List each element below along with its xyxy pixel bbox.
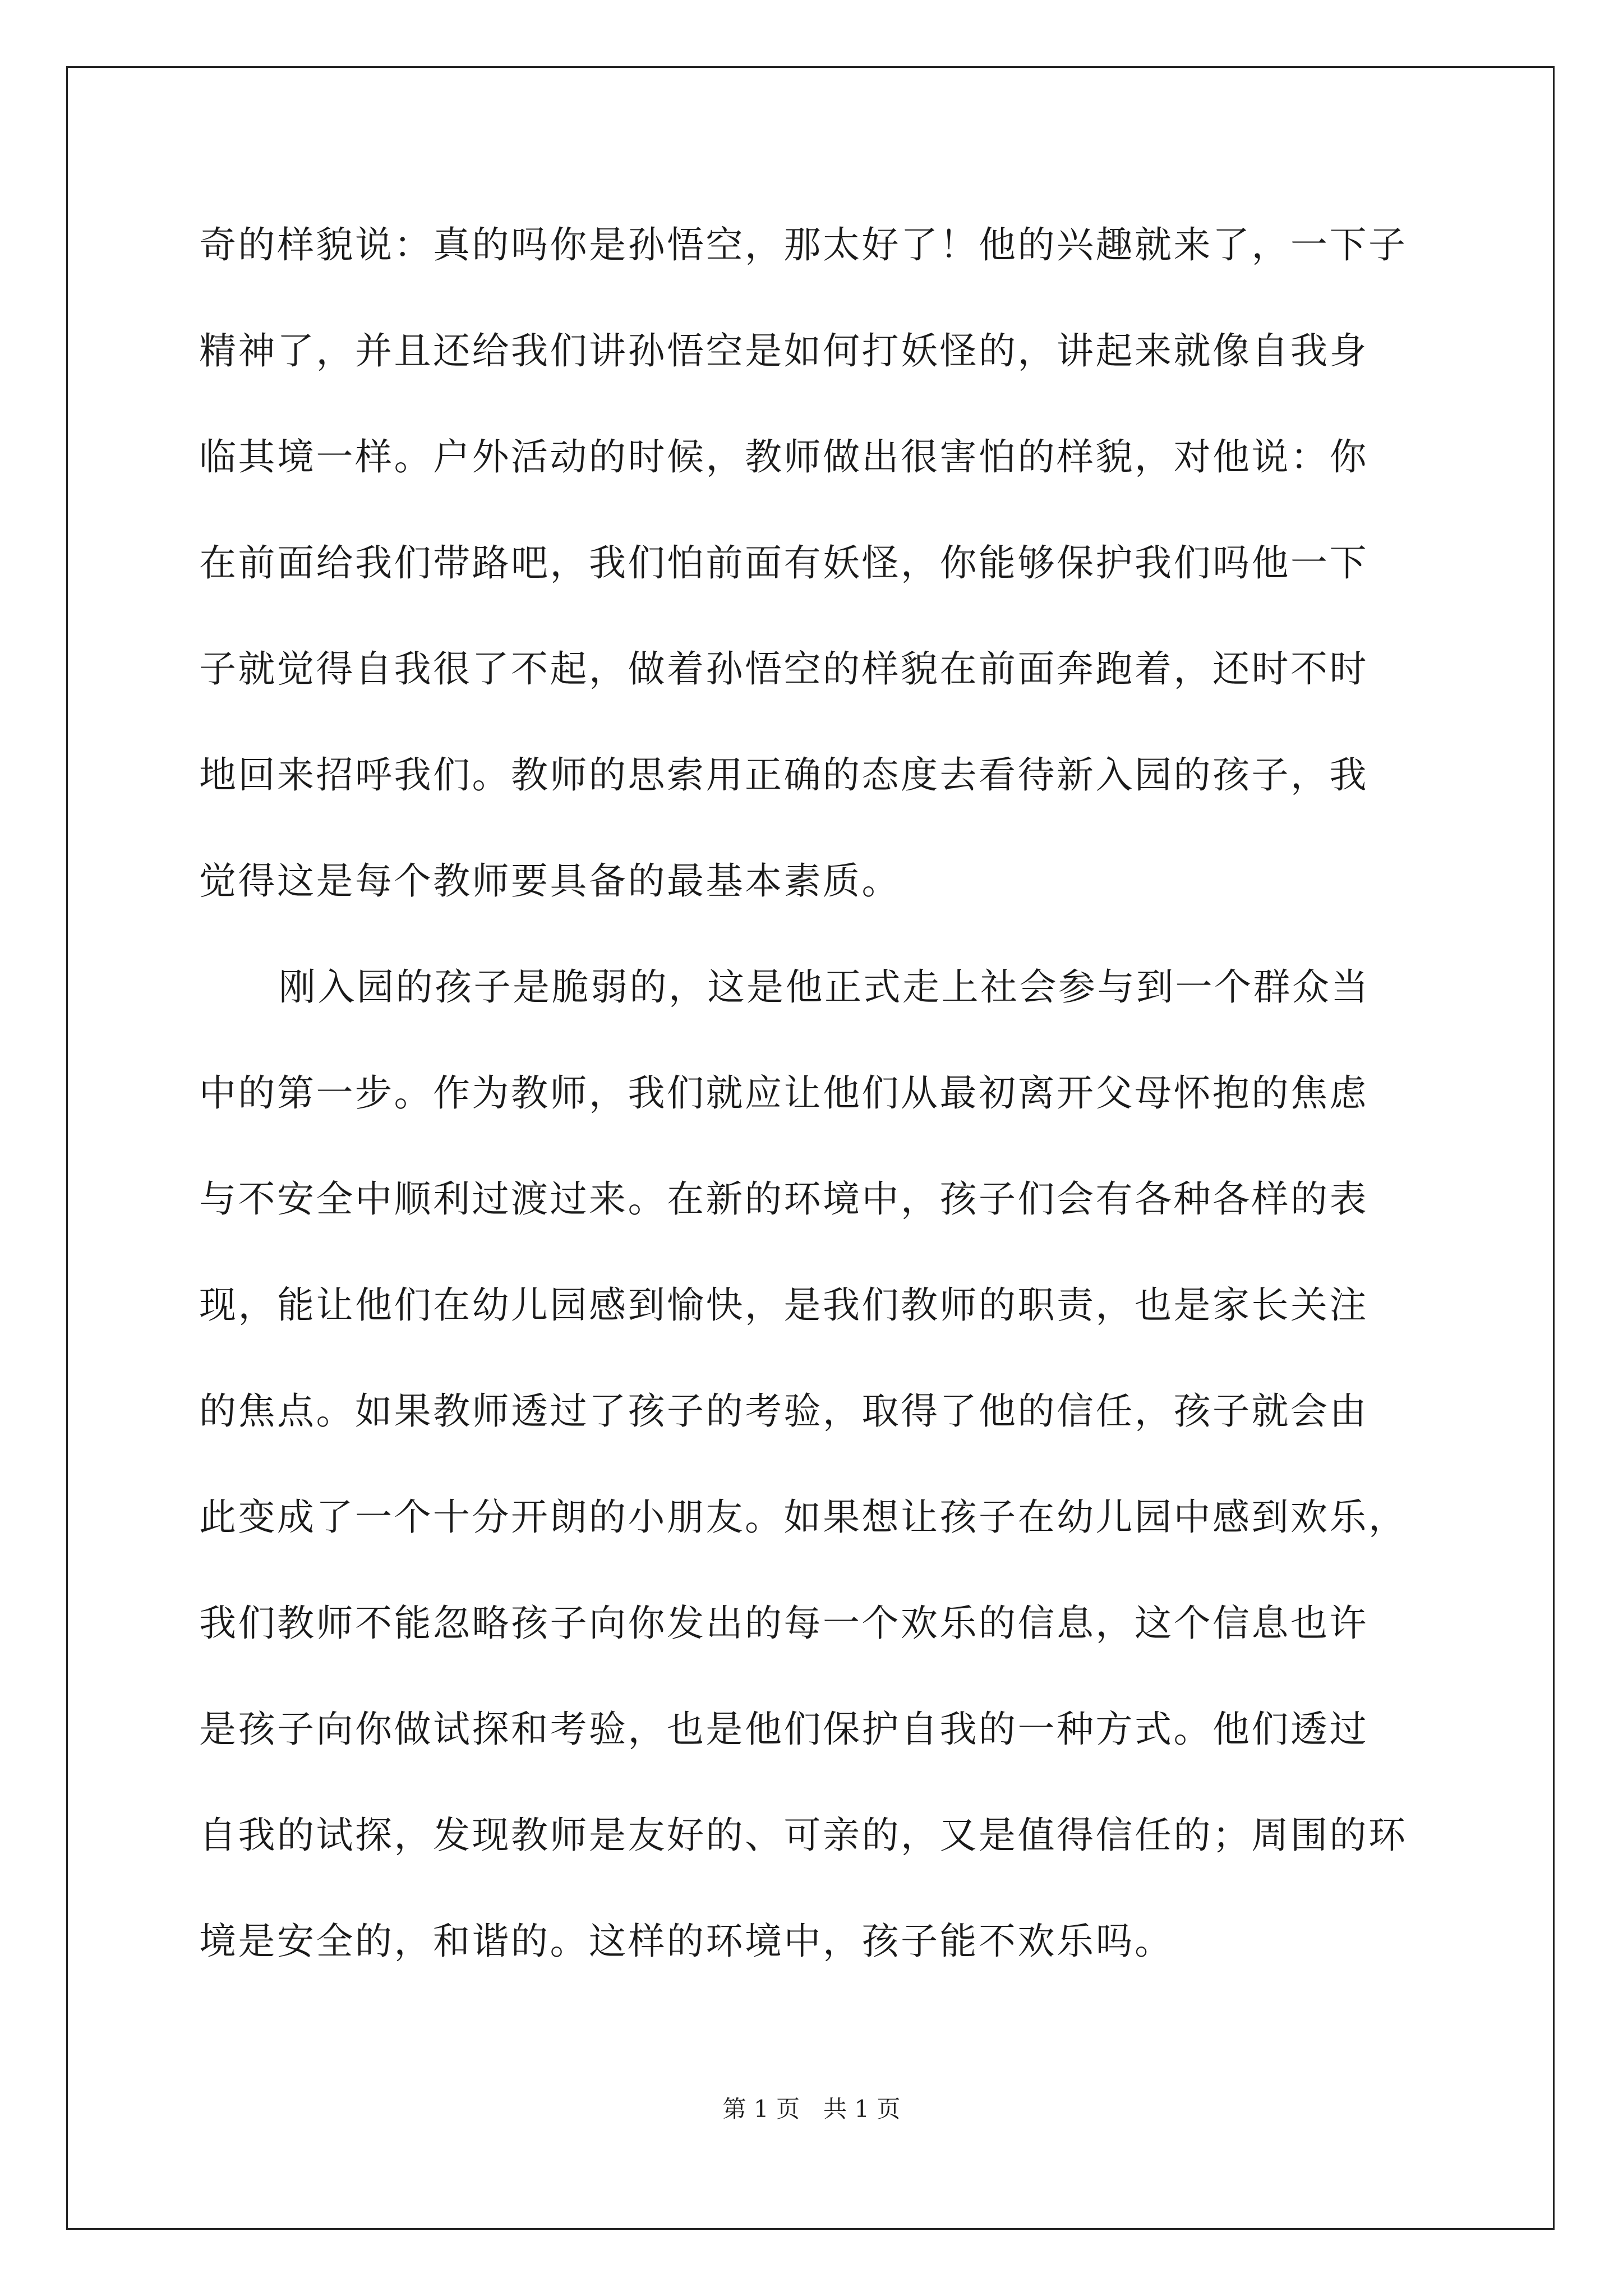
text-line: 精神了，并且还给我们讲孙悟空是如何打妖怪的，讲起来就像自我身 <box>199 329 1368 372</box>
text-line: 中的第一步。作为教师，我们就应让他们从最初离开父母怀抱的焦虑 <box>199 1071 1368 1115</box>
text-line: 在前面给我们带路吧，我们怕前面有妖怪，你能够保护我们吗他一下 <box>199 541 1368 585</box>
text-line: 临其境一样。户外活动的时候，教师做出很害怕的样貌，对他说：你 <box>199 435 1368 478</box>
text-line: 现，能让他们在幼儿园感到愉快，是我们教师的职责，也是家长关注 <box>199 1283 1368 1327</box>
text-line: 与不安全中顺利过渡过来。在新的环境中，孩子们会有各种各样的表 <box>199 1177 1368 1221</box>
text-line: 是孩子向你做试探和考验，也是他们保护自我的一种方式。他们透过 <box>199 1708 1368 1751</box>
text-line: 自我的试探，发现教师是友好的、可亲的，又是值得信任的；周围的环 <box>199 1814 1408 1857</box>
text-line: 地回来招呼我们。教师的思索用正确的态度去看待新入园的孩子，我 <box>199 753 1368 797</box>
text-line: 觉得这是每个教师要具备的最基本素质。 <box>199 859 901 903</box>
text-line: 的焦点。如果教师透过了孩子的考验，取得了他的信任，孩子就会由 <box>199 1389 1368 1433</box>
text-line: 奇的样貌说：真的吗你是孙悟空，那太好了！他的兴趣就来了，一下子 <box>199 223 1408 266</box>
text-line: 刚入园的孩子是脆弱的，这是他正式走上社会参与到一个群众当 <box>279 965 1370 1009</box>
text-line: 我们教师不能忽略孩子向你发出的每一个欢乐的信息，这个信息也许 <box>199 1602 1368 1645</box>
paragraph-1 <box>199 209 1427 951</box>
page-footer: 第 1 页 共 1 页 <box>722 2095 901 2123</box>
text-line: 此变成了一个十分开朗的小朋友。如果想让孩子在幼儿园中感到欢乐， <box>199 1496 1408 1539</box>
text-line: 子就觉得自我很了不起，做着孙悟空的样貌在前面奔跑着，还时不时 <box>199 647 1368 691</box>
document-body <box>199 209 1427 2011</box>
paragraph-2 <box>199 951 1427 2011</box>
text-line: 境是安全的，和谐的。这样的环境中，孩子能不欢乐吗。 <box>199 1920 1174 1963</box>
